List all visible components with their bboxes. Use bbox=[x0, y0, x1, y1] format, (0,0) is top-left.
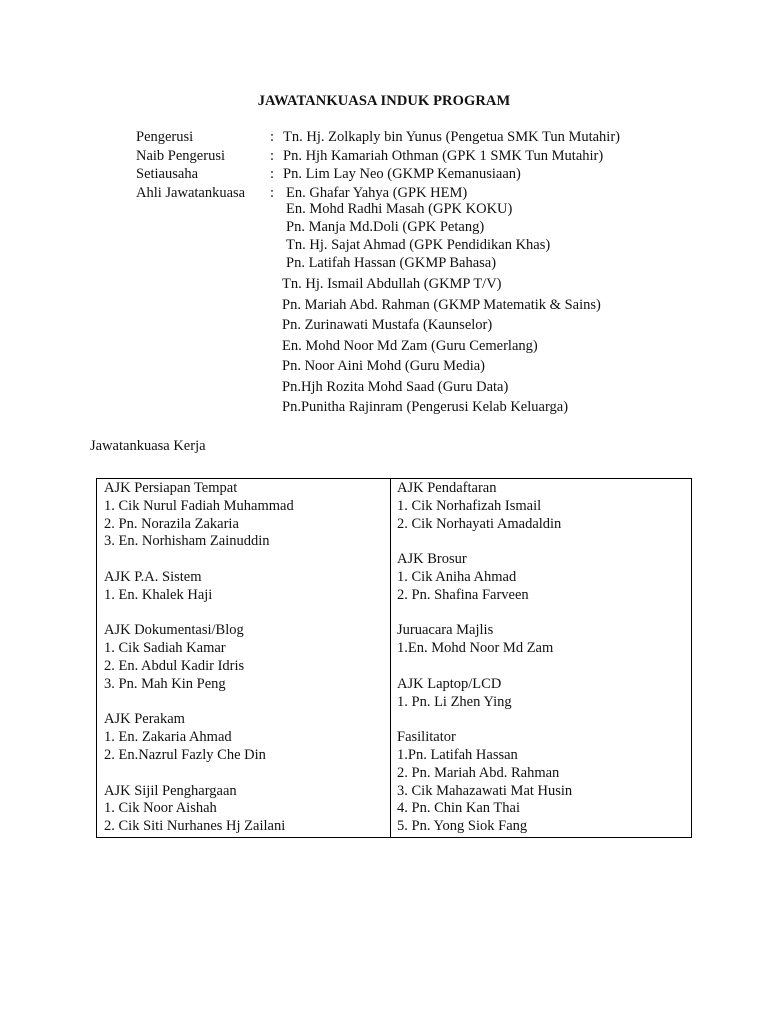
committee-member: 1.Pn. Latifah Hassan bbox=[397, 746, 518, 763]
committee-member: 1. En. Khalek Haji bbox=[104, 586, 213, 603]
role-label: Setiausaha bbox=[136, 166, 199, 182]
spacer bbox=[397, 605, 691, 623]
ahli-members-list-a bbox=[286, 200, 550, 272]
section-heading-jawatankuasa-kerja: Jawatankuasa Kerja bbox=[90, 438, 206, 454]
committee-member: 1. Cik Nurul Fadiah Muhammad bbox=[104, 497, 294, 514]
ahli-members-list-b bbox=[282, 274, 601, 418]
spacer bbox=[397, 658, 691, 676]
committee-heading: AJK Dokumentasi/Blog bbox=[104, 622, 244, 639]
table-column-right bbox=[391, 479, 691, 837]
committee-member: 4. Pn. Chin Kan Thai bbox=[397, 800, 520, 817]
committee-member: 1.En. Mohd Noor Md Zam bbox=[397, 640, 554, 657]
role-label: Pengerusi bbox=[136, 129, 194, 145]
member-name: Pn.Punitha Rajinram (Pengerusi Kelab Keluarga) bbox=[282, 399, 569, 415]
spacer bbox=[104, 765, 390, 783]
committee-member: 3. Pn. Mah Kin Peng bbox=[104, 675, 226, 692]
colon-separator: : bbox=[270, 129, 275, 145]
member-name: Pn. Mariah Abd. Rahman (GKMP Matematik & Sains) bbox=[282, 296, 601, 313]
committee-heading: AJK Laptop/LCD bbox=[397, 675, 502, 692]
committee-member: 5. Pn. Yong Siok Fang bbox=[397, 818, 528, 835]
colon-separator: : bbox=[270, 147, 275, 164]
working-committee-table bbox=[96, 478, 692, 838]
committee-heading: AJK Perakam bbox=[104, 711, 185, 728]
member-name: En. Mohd Radhi Masah (GPK KOKU) bbox=[286, 201, 513, 217]
document-title: JAWATANKUASA INDUK PROGRAM bbox=[257, 93, 511, 109]
committee-member: 2. Pn. Norazila Zakaria bbox=[104, 515, 239, 532]
colon-separator: : bbox=[270, 166, 275, 182]
member-name: Pn.Hjh Rozita Mohd Saad (Guru Data) bbox=[282, 378, 509, 395]
committee-heading: AJK Sijil Penghargaan bbox=[104, 782, 237, 799]
committee-member: 2. Pn. Shafina Farveen bbox=[397, 586, 529, 603]
committee-heading: AJK Brosur bbox=[397, 551, 467, 568]
spacer bbox=[104, 694, 390, 712]
spacer bbox=[397, 711, 691, 729]
spacer bbox=[104, 605, 390, 623]
committee-member: 3. Cik Mahazawati Mat Husin bbox=[397, 782, 573, 799]
committee-heading: AJK Persiapan Tempat bbox=[104, 480, 238, 496]
committee-member: 2. Pn. Mariah Abd. Rahman bbox=[397, 764, 560, 781]
committee-member: 1. Pn. Li Zhen Ying bbox=[397, 693, 512, 710]
spacer bbox=[397, 533, 691, 551]
spacer bbox=[104, 551, 390, 569]
committee-member: 2. Cik Norhayati Amadaldin bbox=[397, 515, 562, 532]
member-name: Pn. Lim Lay Neo (GKMP Kemanusiaan) bbox=[283, 166, 521, 182]
member-name: Tn. Hj. Sajat Ahmad (GPK Pendidikan Khas) bbox=[286, 237, 551, 253]
member-name: En. Mohd Noor Md Zam (Guru Cemerlang) bbox=[282, 337, 538, 354]
role-label: Ahli Jawatankuasa bbox=[136, 184, 246, 201]
committee-member: 1. Cik Aniha Ahmad bbox=[397, 568, 517, 585]
committee-member: 1. Cik Sadiah Kamar bbox=[104, 640, 226, 657]
committee-heading: Juruacara Majlis bbox=[397, 622, 494, 639]
committee-heading: AJK Pendaftaran bbox=[397, 480, 497, 496]
member-name: Tn. Hj. Ismail Abdullah (GKMP T/V) bbox=[282, 276, 502, 292]
member-name: Pn. Latifah Hassan (GKMP Bahasa) bbox=[286, 255, 497, 271]
committee-heading: AJK P.A. Sistem bbox=[104, 568, 202, 585]
committee-member: 2. En.Nazrul Fazly Che Din bbox=[104, 746, 266, 763]
member-name: Tn. Hj. Zolkaply bin Yunus (Pengetua SMK Tun Mutahir) bbox=[283, 129, 620, 145]
member-name: En. Ghafar Yahya (GPK HEM) bbox=[286, 184, 468, 201]
member-name: Pn. Zurinawati Mustafa (Kaunselor) bbox=[282, 317, 493, 333]
committee-heading: Fasilitator bbox=[397, 729, 456, 746]
role-label: Naib Pengerusi bbox=[136, 147, 225, 164]
committee-member: 2. En. Abdul Kadir Idris bbox=[104, 657, 245, 674]
committee-member: 2. Cik Siti Nurhanes Hj Zailani bbox=[104, 818, 286, 835]
member-name: Pn. Hjh Kamariah Othman (GPK 1 SMK Tun Mutahir) bbox=[283, 147, 604, 164]
member-name: Pn. Manja Md.Doli (GPK Petang) bbox=[286, 219, 485, 235]
committee-member: 1. Cik Norhafizah Ismail bbox=[397, 497, 542, 514]
colon-separator: : bbox=[270, 184, 275, 201]
committee-member: 1. Cik Noor Aishah bbox=[104, 800, 217, 817]
table-column-left bbox=[97, 479, 391, 837]
committee-member: 1. En. Zakaria Ahmad bbox=[104, 729, 232, 746]
committee-member: 3. En. Norhisham Zainuddin bbox=[104, 533, 270, 550]
member-name: Pn. Noor Aini Mohd (Guru Media) bbox=[282, 358, 485, 374]
